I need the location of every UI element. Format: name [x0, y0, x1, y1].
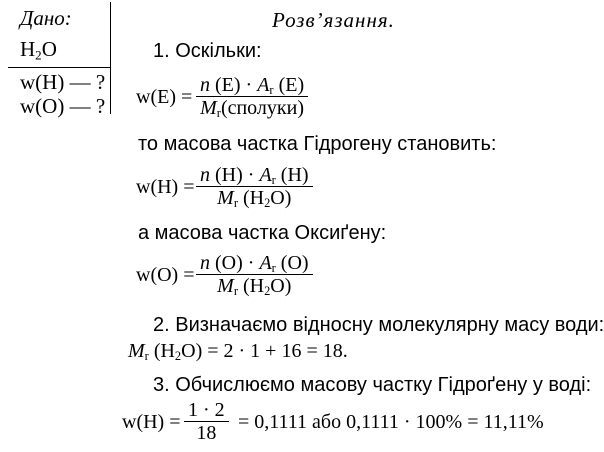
formula-o-numerator: n $(O) \cdot A_r$ (O) [200, 252, 309, 276]
step3-label: 3. Обчислюємо масову частку Гідроґену у воді: [153, 374, 592, 396]
final-lhs: w(H) = [122, 411, 181, 433]
formula-general-denominator: $M_r(сполуки)$ [200, 97, 304, 121]
formula-h-numerator: n $(H) \cdot A_r$ (H) [200, 164, 309, 188]
step2-label: 2. Визначаємо відносну молекулярну масу води: [153, 314, 604, 336]
given-divider [8, 67, 110, 68]
given-substance: $H_2O$ [20, 37, 57, 63]
formula-h-denominator: $M_r$ $(H_2O)$ [217, 187, 292, 211]
final-rhs: = 0,1111 або 0,1111 · 100% = 11,11% [238, 411, 544, 433]
find-oxygen: w(O) — ? [20, 94, 106, 118]
given-heading: Дано: [20, 6, 72, 30]
formula-o-lhs: w(O) = [136, 264, 195, 286]
step1-label: 1. Оскільки: [153, 40, 262, 62]
formula-o-denominator: $M_r$ $(H_2O)$ [217, 275, 292, 299]
oxygen-text: а масова частка Оксиґену: [138, 222, 387, 244]
formula-h-lhs: w(H) = [136, 176, 195, 198]
molar-mass-equation: $M_r$ $(H_2O) = 2 \cdot 1 + 16 = 18$. [128, 340, 348, 364]
formula-o-fraction [196, 252, 313, 297]
find-hydrogen: w(H) — ? [20, 70, 106, 94]
formula-general-lhs: w(E) = [136, 86, 193, 108]
formula-h-fraction [196, 164, 313, 209]
hydrogen-text: то масова частка Гідрогену становить: [138, 133, 497, 155]
final-numerator: 1 · 2 [188, 399, 225, 421]
final-denominator: 18 [196, 422, 217, 444]
formula-general-numerator: n $(E) \cdot A_r$ (E) [200, 74, 305, 98]
formula-general-fraction [196, 74, 308, 119]
final-fraction [184, 399, 229, 444]
given-vertical-divider [110, 2, 111, 114]
solution-heading: Розв’язання. [272, 8, 395, 32]
